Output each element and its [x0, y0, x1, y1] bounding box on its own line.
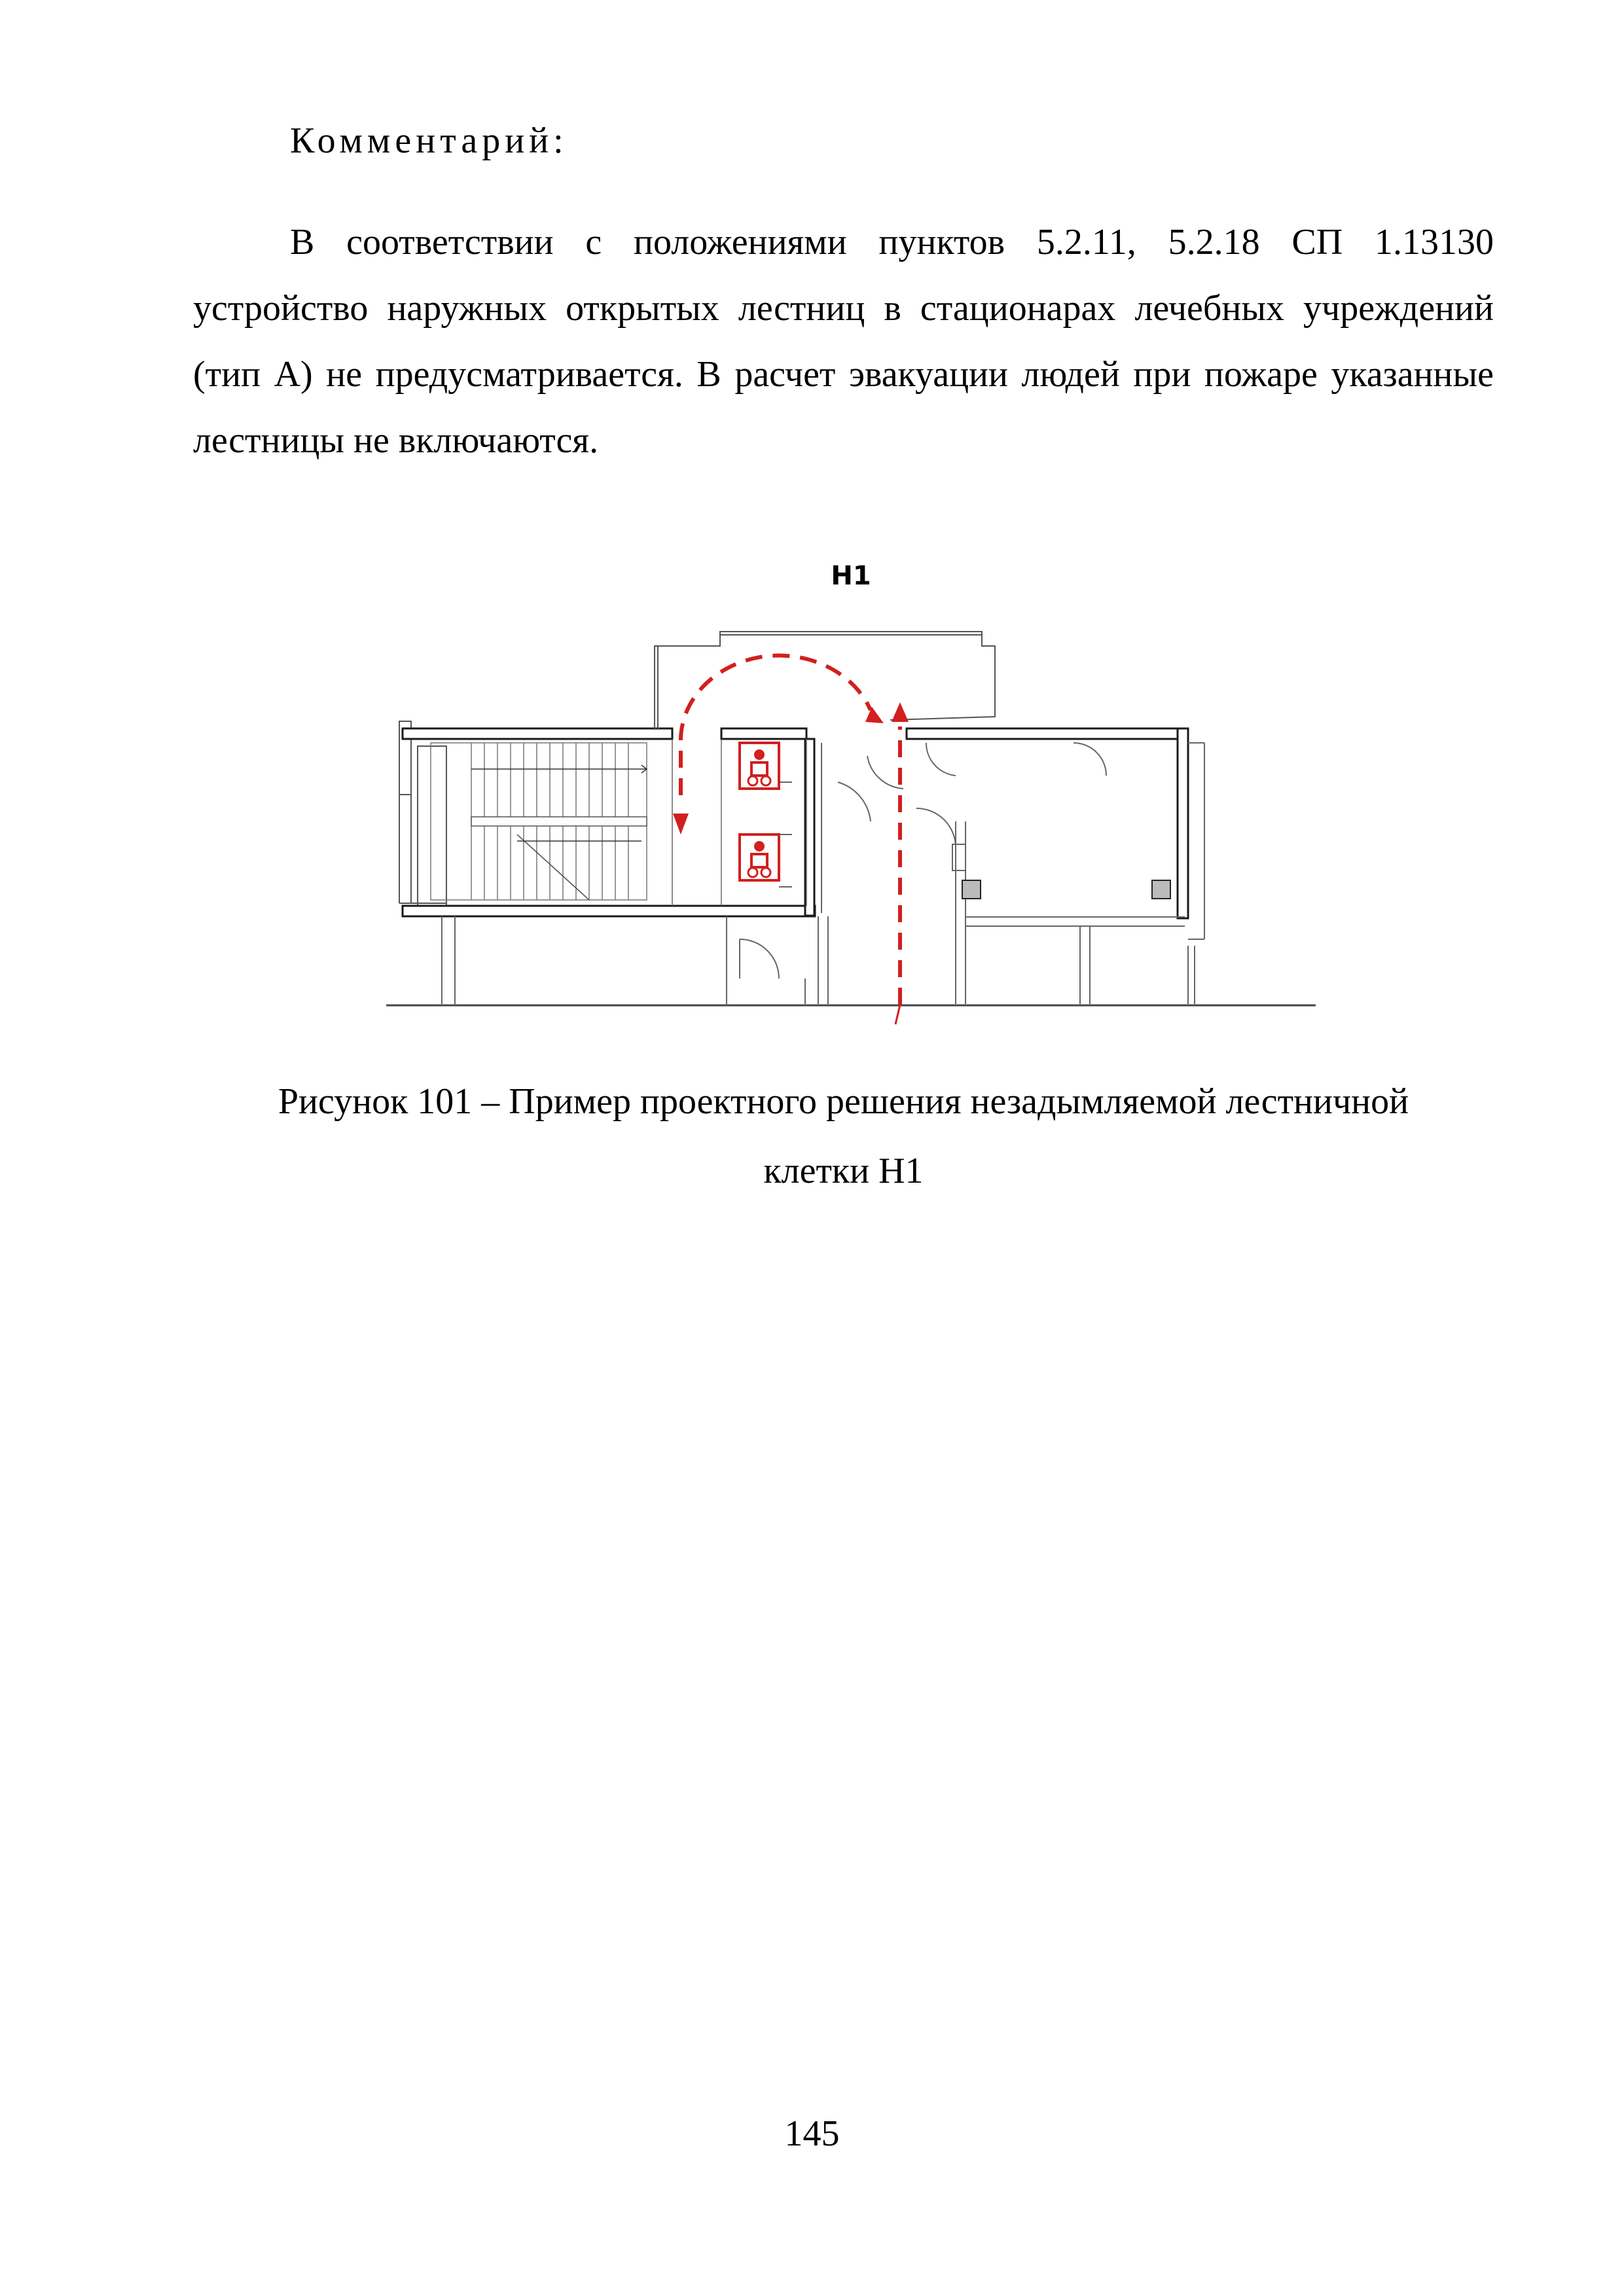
- exit-marker: [895, 1005, 900, 1024]
- evacuation-path: [681, 656, 900, 1005]
- page-number: 145: [784, 2113, 840, 2154]
- evacuation-arrows: [673, 702, 909, 834]
- body-paragraph: В соответствии с положениями пунктов 5.2.11, 5.2.18 СП 1.13130 устройство наружных открытых лестниц в стационарах лечебных учреждений (тип А) не предусматривается. В расчет эвакуации людей при пожаре указанные лестницы не включаются.: [193, 222, 1494, 461]
- caption-line-1: Рисунок 101 – Пример проектного решения незадымляемой лестничной: [278, 1081, 1409, 1122]
- arrow-up-icon: [892, 702, 909, 722]
- caption-line-2: клетки Н1: [763, 1151, 924, 1191]
- columns: [962, 880, 1170, 899]
- staircase: [431, 743, 647, 900]
- comment-label: Комментарий:: [290, 120, 568, 161]
- floor-plan-drawing: [386, 547, 1316, 1044]
- vestibule: [655, 632, 995, 730]
- left-block: [399, 721, 446, 910]
- lower-rooms: [442, 743, 1204, 1005]
- wheelchair-icon: [740, 834, 779, 880]
- floor-plan-figure: [386, 547, 1316, 1044]
- figure-caption: [193, 1067, 1494, 1206]
- wheelchair-icon: [740, 743, 779, 789]
- figure-label: Н1: [831, 561, 871, 591]
- arrow-down-icon: [673, 814, 689, 834]
